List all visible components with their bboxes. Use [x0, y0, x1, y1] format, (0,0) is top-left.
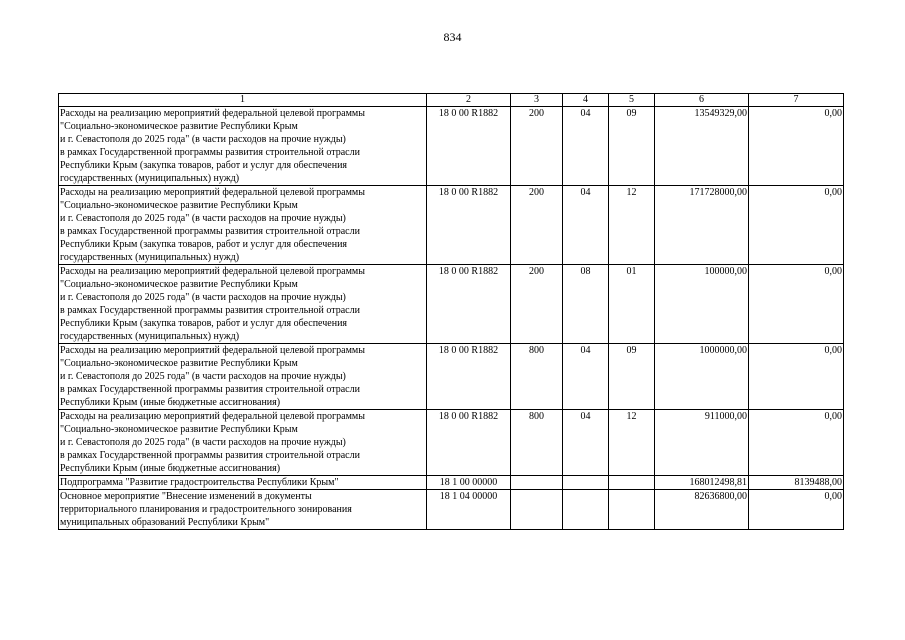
- table-row: [59, 410, 844, 476]
- row-code: 18 1 04 00000: [427, 490, 511, 530]
- row-code: 18 0 00 R1882: [427, 186, 511, 265]
- row-vr: 200: [511, 186, 563, 265]
- table-row: [59, 490, 844, 530]
- row-sum-2: 0,00: [749, 410, 844, 476]
- row-sum-2: 0,00: [749, 344, 844, 410]
- row-name: Основное мероприятие "Внесение изменений в документы территориального планирования и градостроительного зонирования муниципальных образований Республики Крым": [59, 490, 427, 530]
- row-sum-1: 1000000,00: [655, 344, 749, 410]
- header-col-2: 2: [427, 94, 511, 107]
- row-pr: 12: [609, 186, 655, 265]
- row-sum-2: 0,00: [749, 265, 844, 344]
- row-name: Расходы на реализацию мероприятий федеральной целевой программы "Социально-экономическое развитие Республики Крым и г. Севастополя до 2025 года" (в части расходов на прочие нужды) в рамках Государственной программы развития строительной отрасли Республики Крым (закупка товаров, работ и услуг для обеспечения государственных (муниципальных) нужд): [59, 107, 427, 186]
- row-rz: 04: [563, 344, 609, 410]
- row-code: 18 0 00 R1882: [427, 344, 511, 410]
- page-number: 834: [443, 30, 462, 44]
- row-name: Подпрограмма "Развитие градостроительства Республики Крым": [59, 476, 427, 490]
- row-sum-1: 13549329,00: [655, 107, 749, 186]
- row-sum-2: 0,00: [749, 186, 844, 265]
- row-pr: 09: [609, 344, 655, 410]
- row-vr: 200: [511, 107, 563, 186]
- row-pr: 09: [609, 107, 655, 186]
- row-code: 18 0 00 R1882: [427, 410, 511, 476]
- header-row: [59, 94, 844, 107]
- header-col-5: 5: [609, 94, 655, 107]
- row-pr: [609, 490, 655, 530]
- row-vr: 800: [511, 344, 563, 410]
- row-sum-1: 100000,00: [655, 265, 749, 344]
- row-code: 18 0 00 R1882: [427, 107, 511, 186]
- row-rz: 04: [563, 107, 609, 186]
- row-sum-1: 911000,00: [655, 410, 749, 476]
- table-row: [59, 186, 844, 265]
- table-row: [59, 107, 844, 186]
- header-col-4: 4: [563, 94, 609, 107]
- table-row: [59, 344, 844, 410]
- row-rz: [563, 476, 609, 490]
- row-pr: 12: [609, 410, 655, 476]
- row-pr: 01: [609, 265, 655, 344]
- row-vr: [511, 490, 563, 530]
- row-pr: [609, 476, 655, 490]
- table-row: [59, 265, 844, 344]
- header-col-3: 3: [511, 94, 563, 107]
- row-name: Расходы на реализацию мероприятий федеральной целевой программы "Социально-экономическое развитие Республики Крым и г. Севастополя до 2025 года" (в части расходов на прочие нужды) в рамках Государственной программы развития строительной отрасли Республики Крым (иные бюджетные ассигнования): [59, 410, 427, 476]
- row-vr: 800: [511, 410, 563, 476]
- header-col-6: 6: [655, 94, 749, 107]
- row-name: Расходы на реализацию мероприятий федеральной целевой программы "Социально-экономическое развитие Республики Крым и г. Севастополя до 2025 года" (в части расходов на прочие нужды) в рамках Государственной программы развития строительной отрасли Республики Крым (закупка товаров, работ и услуг для обеспечения государственных (муниципальных) нужд): [59, 186, 427, 265]
- row-sum-1: 82636800,00: [655, 490, 749, 530]
- row-rz: 04: [563, 410, 609, 476]
- row-sum-2: 8139488,00: [749, 476, 844, 490]
- row-vr: [511, 476, 563, 490]
- row-rz: [563, 490, 609, 530]
- row-vr: 200: [511, 265, 563, 344]
- budget-table: [58, 93, 844, 530]
- header-col-7: 7: [749, 94, 844, 107]
- row-rz: 04: [563, 186, 609, 265]
- row-sum-2: 0,00: [749, 107, 844, 186]
- row-sum-1: 168012498,81: [655, 476, 749, 490]
- header-col-1: 1: [59, 94, 427, 107]
- row-name: Расходы на реализацию мероприятий федеральной целевой программы "Социально-экономическое развитие Республики Крым и г. Севастополя до 2025 года" (в части расходов на прочие нужды) в рамках Государственной программы развития строительной отрасли Республики Крым (закупка товаров, работ и услуг для обеспечения государственных (муниципальных) нужд): [59, 265, 427, 344]
- row-code: 18 1 00 00000: [427, 476, 511, 490]
- table-row: [59, 476, 844, 490]
- row-name: Расходы на реализацию мероприятий федеральной целевой программы "Социально-экономическое развитие Республики Крым и г. Севастополя до 2025 года" (в части расходов на прочие нужды) в рамках Государственной программы развития строительной отрасли Республики Крым (иные бюджетные ассигнования): [59, 344, 427, 410]
- row-code: 18 0 00 R1882: [427, 265, 511, 344]
- row-sum-1: 171728000,00: [655, 186, 749, 265]
- row-sum-2: 0,00: [749, 490, 844, 530]
- row-rz: 08: [563, 265, 609, 344]
